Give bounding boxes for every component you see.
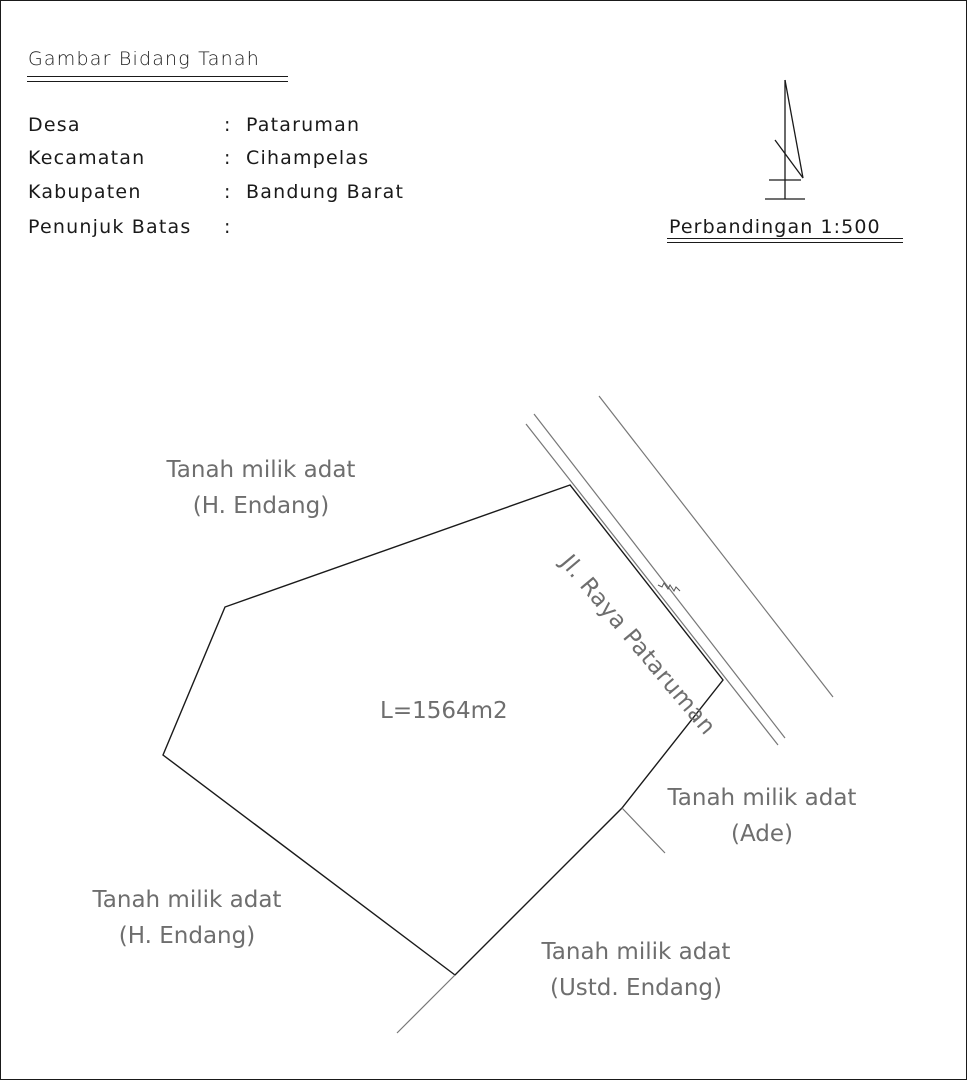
info-label: Penunjuk Batas (28, 216, 192, 238)
neighbor-owner: (Ustd. Endang) (550, 975, 722, 1001)
info-label: Desa (28, 114, 81, 136)
neighbor-east (652, 780, 872, 852)
info-colon: : (224, 216, 232, 238)
info-value: Pataruman (246, 114, 361, 136)
neighbor-type: Tanah milik adat (541, 939, 731, 965)
info-label: Kabupaten (28, 181, 142, 203)
break-symbol-icon (658, 583, 680, 591)
neighbor-owner: (H. Endang) (192, 493, 330, 519)
info-value: Cihampelas (246, 147, 370, 169)
map-title: Gambar Bidang Tanah (28, 48, 260, 70)
scale-label: Perbandingan 1:500 (669, 216, 881, 238)
neighbor-north (151, 452, 371, 524)
info-colon: : (224, 147, 232, 169)
info-value: Bandung Barat (246, 181, 405, 203)
parcel-area-label: L=1564m2 (380, 698, 508, 724)
neighbor-south (526, 934, 746, 1006)
neighbor-type: Tanah milik adat (92, 887, 282, 913)
info-colon: : (224, 181, 232, 203)
neighbor-type: Tanah milik adat (667, 785, 857, 811)
road-name-label: Jl. Raya Pataruman (555, 550, 721, 741)
neighbor-owner: (Ade) (730, 821, 794, 847)
north-arrow-icon (765, 80, 805, 199)
neighbor-southwest (77, 882, 297, 954)
neighbor-owner: (H. Endang) (118, 923, 256, 949)
info-label: Kecamatan (28, 147, 146, 169)
neighbor-type: Tanah milik adat (166, 457, 356, 483)
info-colon: : (224, 114, 232, 136)
